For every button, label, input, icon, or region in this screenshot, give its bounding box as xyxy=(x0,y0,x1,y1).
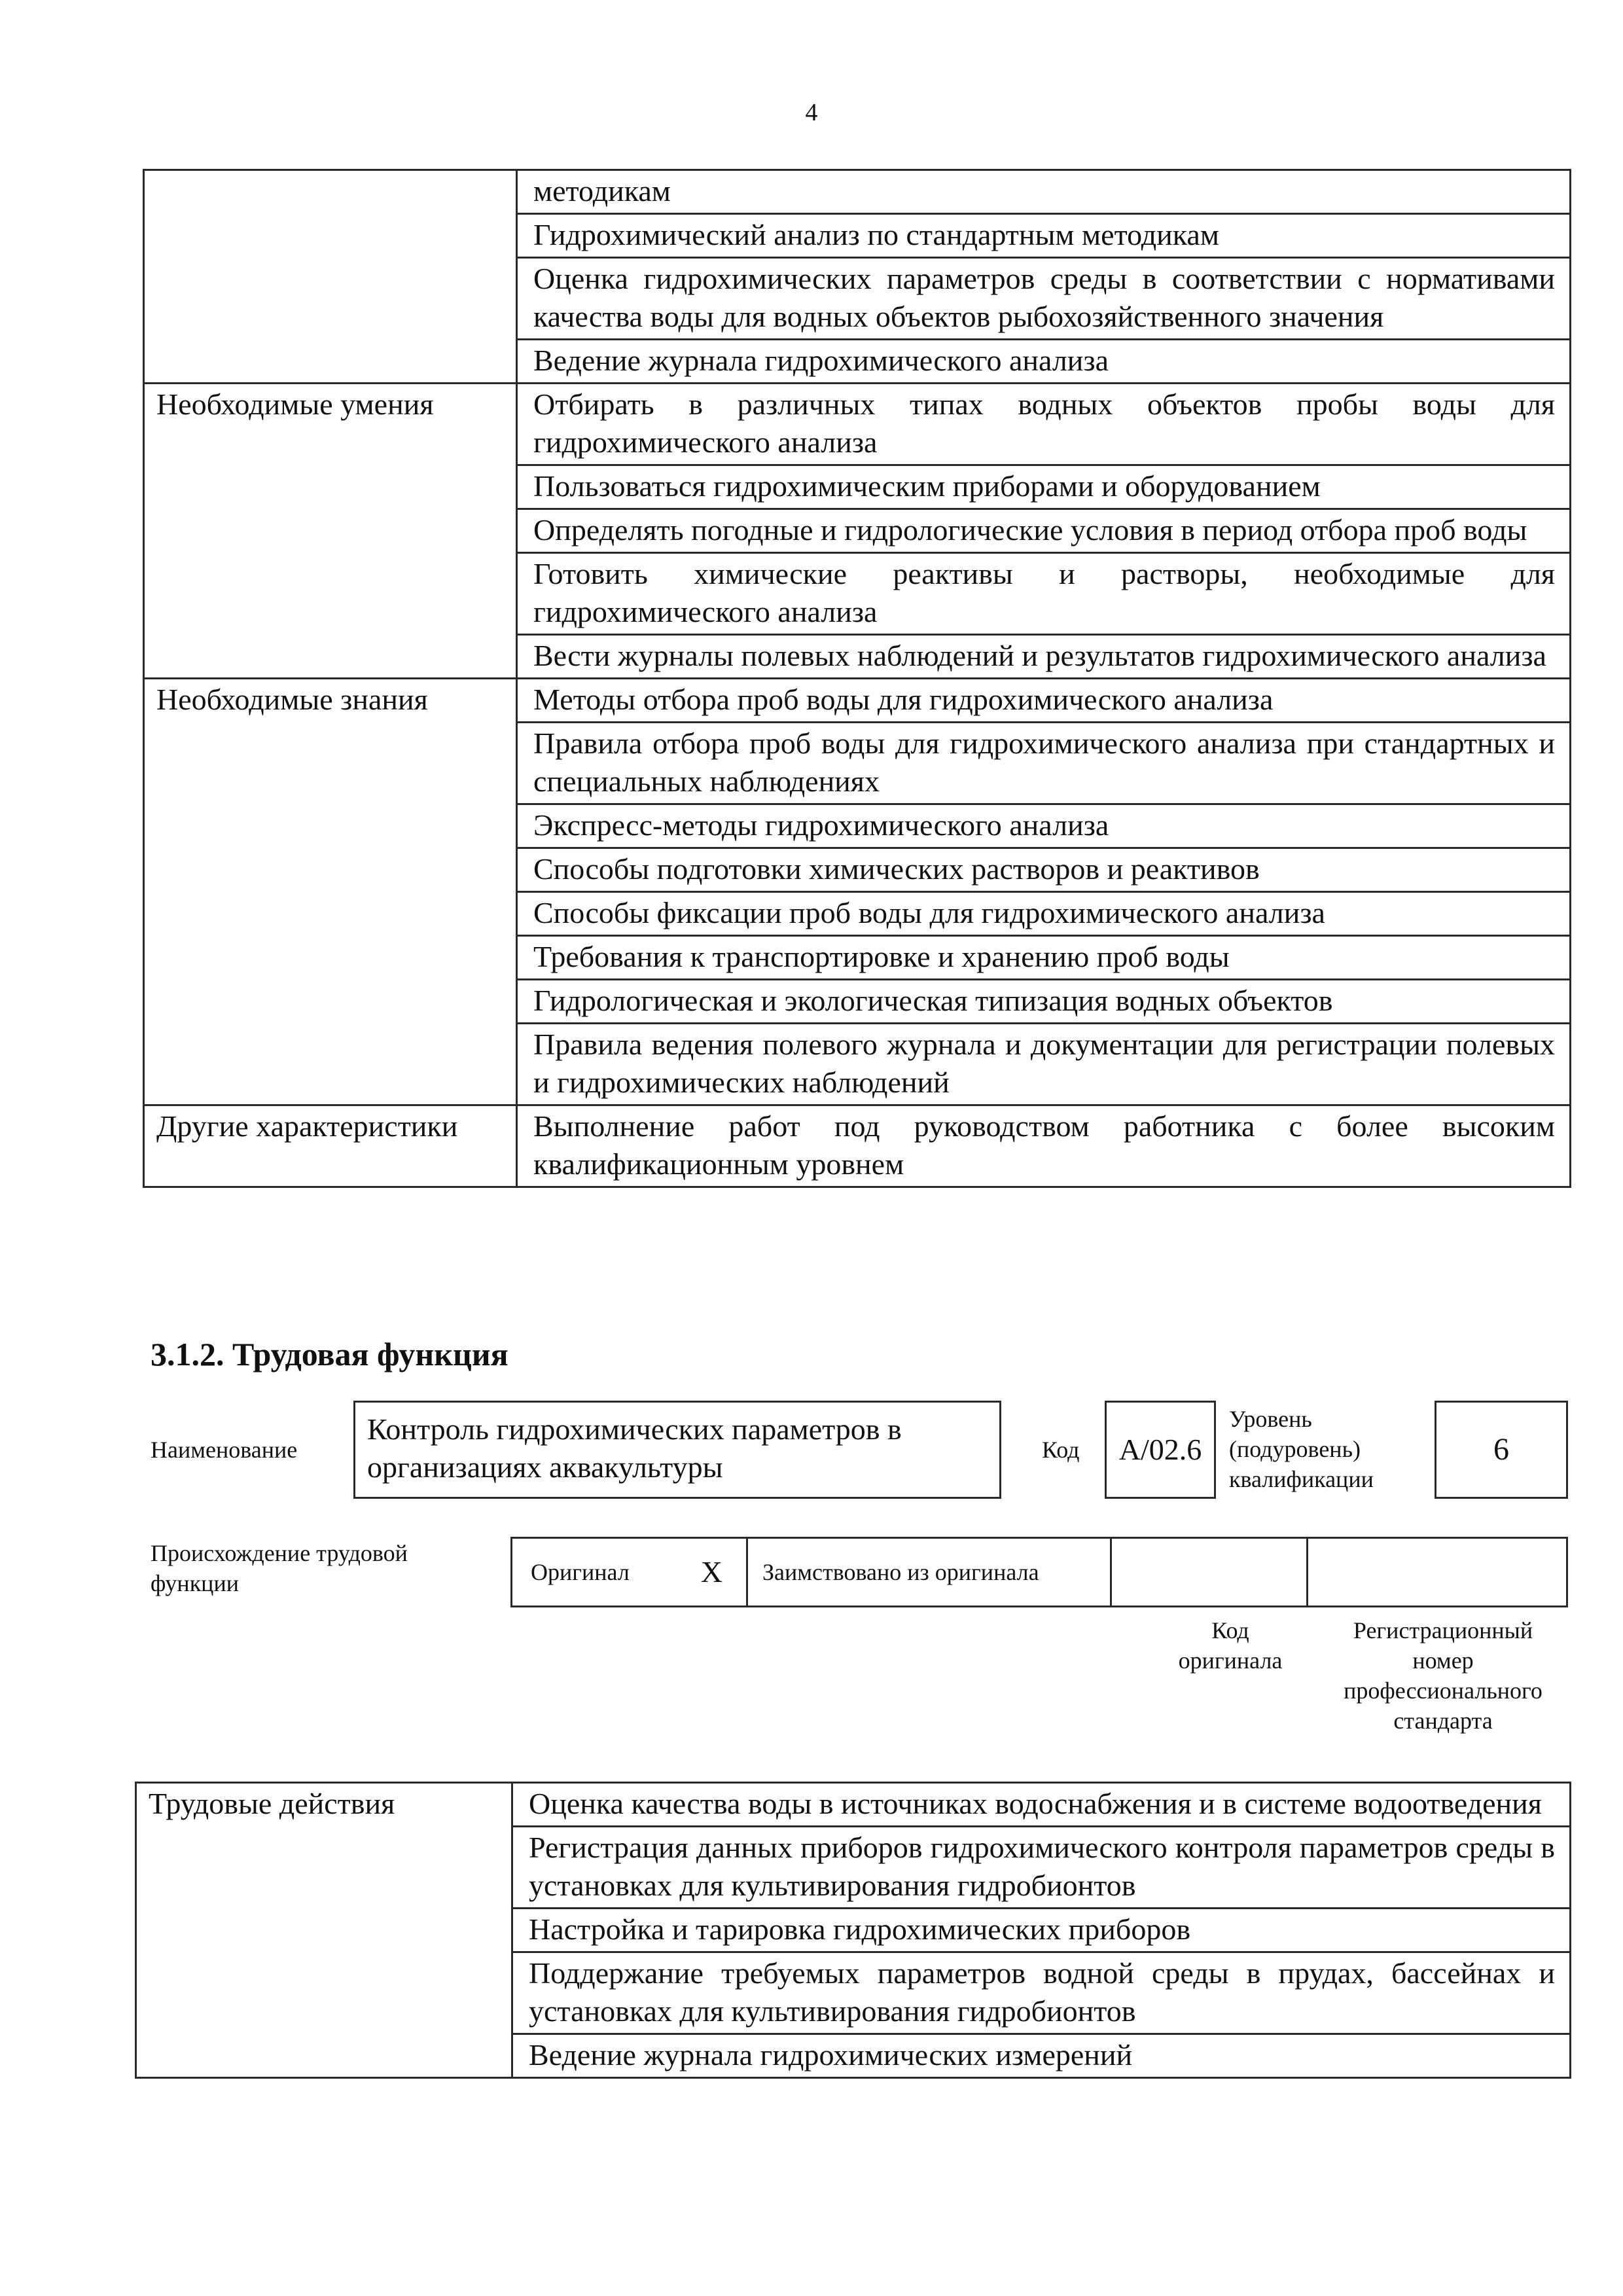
row-label: Трудовые действия xyxy=(136,1783,512,2078)
list-item: Регистрация данных приборов гидрохимического контроля параметров среды в установках для культивирования гидробионтов xyxy=(512,1827,1571,1909)
page-number: 4 xyxy=(805,99,818,126)
table-row xyxy=(144,1105,1571,1187)
list-item: методикам xyxy=(517,170,1571,214)
list-item: Правила отбора проб воды для гидрохимического анализа при стандартных и специальных наблюдениях xyxy=(517,723,1571,804)
list-item: Ведение журнала гидрохимических измерений xyxy=(512,2034,1571,2078)
code-original-caption: Код оригинала xyxy=(1178,1617,1283,1674)
row-label: Другие характеристики xyxy=(144,1105,517,1187)
list-item: Требования к транспортировке и хранению проб воды xyxy=(517,936,1571,980)
table-row xyxy=(144,679,1571,723)
code-original-cell xyxy=(1112,1539,1308,1605)
row-label: Необходимые умения xyxy=(144,384,517,679)
labor-actions-table xyxy=(135,1782,1571,2079)
original-cell xyxy=(512,1539,748,1605)
list-item: Пользоваться гидрохимическим приборами и оборудованием xyxy=(517,465,1571,509)
list-item: Правила ведения полевого журнала и документации для регистрации полевых и гидрохимических наблюдений xyxy=(517,1024,1571,1105)
reg-number-caption: Регистрационный номер профессионального стандарта xyxy=(1344,1617,1543,1734)
list-item: Настройка и тарировка гидрохимических приборов xyxy=(512,1909,1571,1952)
origin-box xyxy=(510,1537,1568,1607)
skills-knowledge-table xyxy=(143,169,1571,1188)
code-box xyxy=(1105,1401,1216,1499)
level-box xyxy=(1435,1401,1568,1499)
list-item: Оценка качества воды в источниках водоснабжения и в системе водоотведения xyxy=(512,1783,1571,1827)
reg-number-cell xyxy=(1308,1539,1566,1605)
function-name: Контроль гидрохимических параметров в организациях аквакультуры xyxy=(367,1412,902,1484)
row-label xyxy=(144,170,517,384)
list-item: Способы фиксации проб воды для гидрохимического анализа xyxy=(517,892,1571,936)
list-item: Выполнение работ под руководством работника с более высоким квалификационным уровнем xyxy=(517,1105,1571,1187)
list-item: Определять погодные и гидрологические условия в период отбора проб воды xyxy=(517,509,1571,553)
original-label: Оригинал xyxy=(531,1559,630,1585)
list-item: Отбирать в различных типах водных объектов пробы воды для гидрохимического анализа xyxy=(517,384,1571,465)
code-label: Код xyxy=(1042,1437,1080,1463)
table-row xyxy=(136,1783,1571,1827)
list-item: Вести журналы полевых наблюдений и результатов гидрохимического анализа xyxy=(517,635,1571,679)
list-item: Оценка гидрохимических параметров среды в соответствии с нормативами качества воды для водных объектов рыбохозяйственного значения xyxy=(517,258,1571,340)
table-row xyxy=(144,170,1571,214)
list-item: Способы подготовки химических растворов и реактивов xyxy=(517,848,1571,892)
section-heading: 3.1.2. Трудовая функция xyxy=(151,1336,508,1372)
original-mark: X xyxy=(700,1555,722,1588)
list-item: Готовить химические реактивы и растворы, необходимые для гидрохимического анализа xyxy=(517,553,1571,635)
list-item: Экспресс-методы гидрохимического анализа xyxy=(517,804,1571,848)
name-label: Наименование xyxy=(151,1437,298,1463)
table-row xyxy=(144,384,1571,465)
list-item: Ведение журнала гидрохимического анализа xyxy=(517,340,1571,384)
code-value: A/02.6 xyxy=(1118,1433,1202,1466)
function-name-box xyxy=(353,1401,1001,1499)
borrowed-cell xyxy=(748,1539,1112,1605)
list-item: Гидрологическая и экологическая типизация водных объектов xyxy=(517,980,1571,1024)
level-label: Уровень (подуровень) квалификации xyxy=(1229,1406,1374,1492)
row-label: Необходимые знания xyxy=(144,679,517,1105)
list-item: Поддержание требуемых параметров водной среды в прудах, бассейнах и установках для культивирования гидробионтов xyxy=(512,1952,1571,2034)
level-value: 6 xyxy=(1493,1432,1509,1467)
list-item: Гидрохимический анализ по стандартным методикам xyxy=(517,214,1571,258)
origin-label: Происхождение трудовой функции xyxy=(151,1540,408,1596)
borrowed-label: Заимствовано из оригинала xyxy=(762,1559,1039,1585)
list-item: Методы отбора проб воды для гидрохимического анализа xyxy=(517,679,1571,723)
